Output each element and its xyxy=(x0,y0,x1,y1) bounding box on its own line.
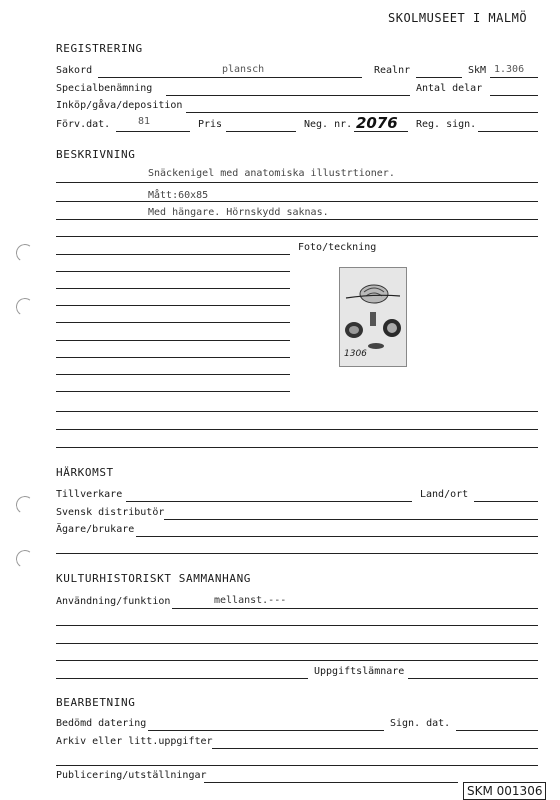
land-ort-label: Land/ort xyxy=(420,489,469,500)
rule-line xyxy=(56,660,538,661)
description-line-1: Snäckenigel med anatomiska illustrtioner. xyxy=(148,168,395,179)
distributor-label: Svensk distributör xyxy=(56,507,165,518)
binder-hole-mark xyxy=(15,243,36,264)
specialbenamning-label: Specialbenämning xyxy=(56,83,153,94)
specialbenamning-line xyxy=(166,95,410,96)
skm-line xyxy=(490,77,538,78)
sakord-value: plansch xyxy=(222,64,265,75)
tillverkare-line xyxy=(126,501,412,502)
datering-label: Bedömd datering xyxy=(56,718,147,729)
inkop-label: Inköp/gåva/deposition xyxy=(56,100,183,111)
binder-hole-mark xyxy=(15,297,36,318)
forv-dat-value: 81 xyxy=(138,116,151,127)
rule-line xyxy=(56,447,538,448)
neg-nr-value: 2076 xyxy=(356,114,398,132)
rule-line xyxy=(56,643,538,644)
realnr-line xyxy=(416,77,462,78)
rule-line xyxy=(56,553,538,554)
pris-label: Pris xyxy=(198,119,223,130)
sign-dat-label: Sign. dat. xyxy=(390,718,451,729)
section-heading-kultur: KULTURHISTORISKT SAMMANHANG xyxy=(56,572,252,585)
anvandning-value: mellanst.--- xyxy=(214,595,287,606)
binder-hole-mark xyxy=(15,549,36,570)
inkop-line xyxy=(186,112,538,113)
distributor-line xyxy=(164,519,538,520)
rule-line xyxy=(56,340,290,341)
binder-hole-mark xyxy=(15,495,36,516)
pris-line xyxy=(226,131,296,132)
land-ort-line xyxy=(474,501,538,502)
sakord-label: Sakord xyxy=(56,65,93,76)
rule-line xyxy=(56,201,538,202)
tillverkare-label: Tillverkare xyxy=(56,489,123,500)
publicering-line xyxy=(204,782,458,783)
forv-dat-label: Förv.dat. xyxy=(56,119,111,130)
rule-line xyxy=(56,391,290,392)
rule-line xyxy=(56,182,538,183)
section-heading-bearbetning: BEARBETNING xyxy=(56,696,136,709)
section-heading-registrering: REGISTRERING xyxy=(56,42,143,55)
photo-number: 1306 xyxy=(344,349,367,359)
description-line-3: Med hängare. Hörnskydd saknas. xyxy=(148,207,329,218)
rule-line xyxy=(56,429,538,430)
skm-value: 1.306 xyxy=(494,64,525,75)
rule-line xyxy=(56,322,290,323)
reg-sign-label: Reg. sign. xyxy=(416,119,477,130)
rule-line xyxy=(56,219,538,220)
uppgiftslamnare-line xyxy=(408,678,538,679)
description-line-2: Mått:60x85 xyxy=(148,190,209,201)
reg-sign-line xyxy=(478,131,538,132)
rule-line xyxy=(56,271,290,272)
rule-line xyxy=(56,305,290,306)
foto-teckning-label: Foto/teckning xyxy=(298,242,377,253)
rule-line xyxy=(56,288,290,289)
rule-line xyxy=(56,765,538,766)
sign-dat-line xyxy=(456,730,538,731)
rule-line xyxy=(56,411,538,412)
museum-title: SKOLMUSEET I MALMÖ xyxy=(388,11,528,25)
catalog-number-stamp: SKM 001306 xyxy=(463,782,546,800)
anvandning-label: Användning/funktion xyxy=(56,596,171,607)
rule-line xyxy=(56,254,290,255)
datering-line xyxy=(148,730,384,731)
anvandning-line xyxy=(172,608,538,609)
neg-nr-label: Neg. nr. xyxy=(304,119,353,130)
arkiv-line xyxy=(212,748,538,749)
agare-line xyxy=(136,536,538,537)
section-heading-beskrivning: BESKRIVNING xyxy=(56,148,136,161)
object-photo xyxy=(339,267,407,367)
uppgiftslamnare-label: Uppgiftslämnare xyxy=(314,666,405,677)
rule-line xyxy=(56,625,538,626)
antal-delar-line xyxy=(490,95,538,96)
rule-line xyxy=(56,678,308,679)
sakord-line xyxy=(98,77,362,78)
publicering-label: Publicering/utställningar xyxy=(56,770,207,781)
agare-label: Ägare/brukare xyxy=(56,524,135,535)
forv-dat-line xyxy=(116,131,190,132)
rule-line xyxy=(56,236,538,237)
skm-label: SkM xyxy=(468,65,487,76)
arkiv-label: Arkiv eller litt.uppgifter xyxy=(56,736,213,747)
rule-line xyxy=(56,374,290,375)
antal-delar-label: Antal delar xyxy=(416,83,483,94)
rule-line xyxy=(56,357,290,358)
section-heading-harkomst: HÄRKOMST xyxy=(56,466,114,479)
realnr-label: Realnr xyxy=(374,65,411,76)
